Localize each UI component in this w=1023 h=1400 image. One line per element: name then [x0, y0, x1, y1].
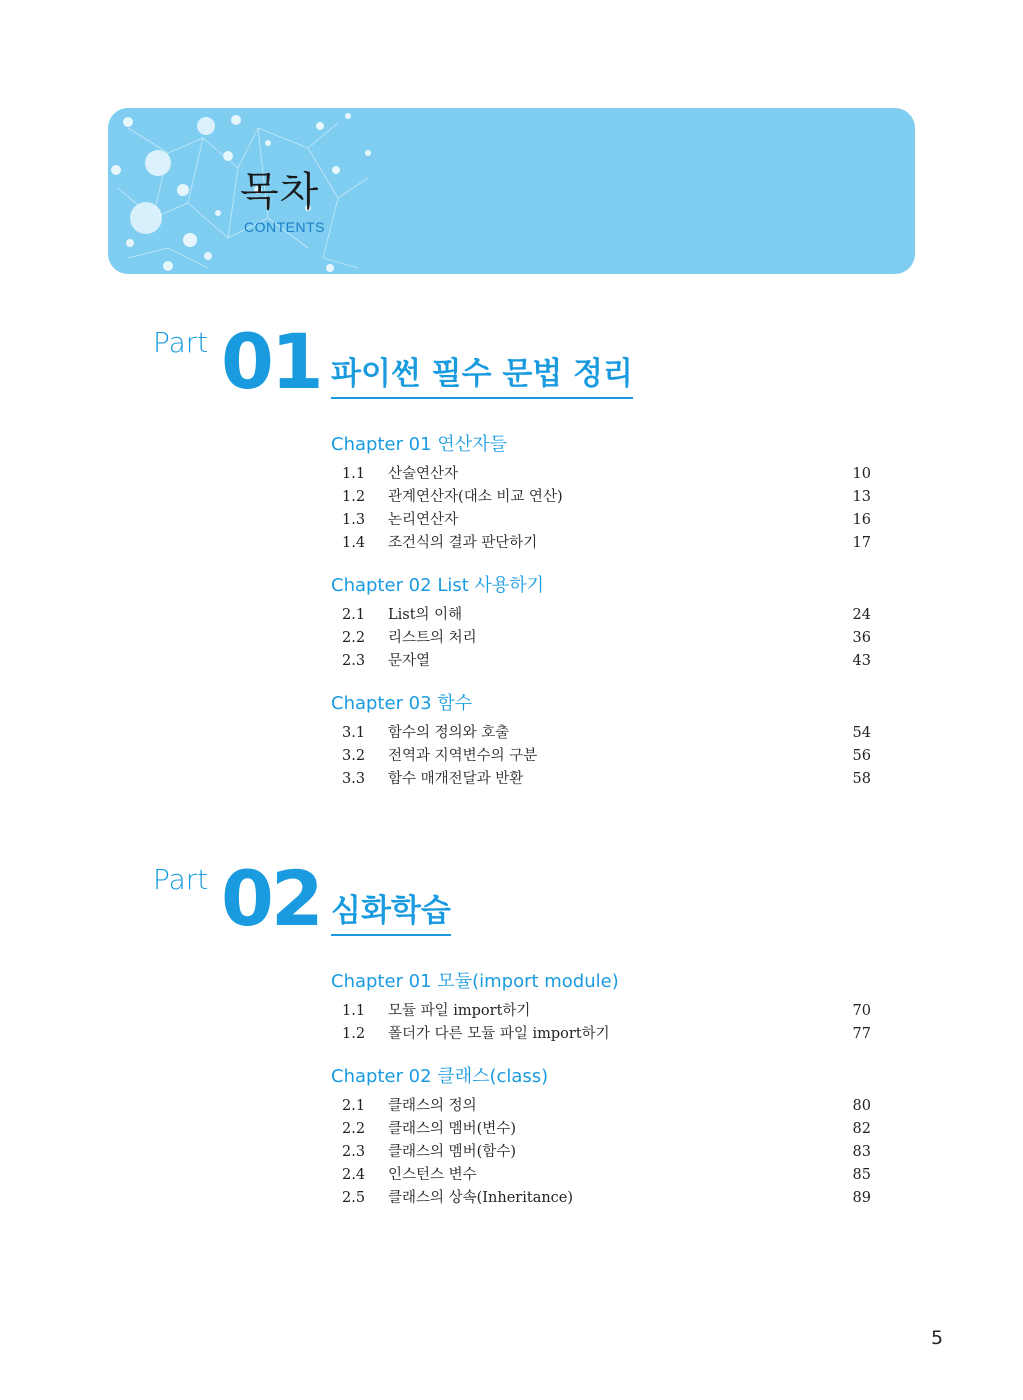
entry-page: 56	[852, 748, 871, 764]
entry-number: 1.1	[342, 1003, 366, 1019]
entry-title: 산술연산자	[388, 466, 459, 482]
toc-entry[interactable]	[331, 486, 871, 509]
toc-entry[interactable]	[331, 463, 871, 486]
entry-page: 16	[852, 512, 871, 528]
entry-page: 17	[852, 535, 871, 551]
entry-number: 3.1	[342, 725, 366, 741]
entry-page: 58	[852, 771, 871, 787]
entry-page: 80	[852, 1098, 871, 1114]
entry-page: 82	[852, 1121, 871, 1137]
toc-entry[interactable]	[331, 1000, 871, 1023]
toc-entry[interactable]	[331, 532, 871, 555]
part-number: 01	[221, 317, 321, 406]
page-number: 5	[931, 1327, 944, 1349]
toc-entry[interactable]	[331, 722, 871, 745]
entry-title: 전역과 지역변수의 구분	[388, 748, 538, 764]
toc-entry[interactable]	[331, 1187, 871, 1210]
entry-title: 클래스의 멤버(변수)	[388, 1121, 516, 1137]
entry-page: 85	[852, 1167, 871, 1183]
toc-entry[interactable]	[331, 604, 871, 627]
entry-number: 1.2	[342, 489, 366, 505]
toc-entry[interactable]	[331, 768, 871, 791]
part-title: 파이썬 필수 문법 정리	[331, 356, 633, 399]
entry-number: 3.2	[342, 748, 366, 764]
toc-entry[interactable]	[331, 509, 871, 532]
entry-title: 함수 매개전달과 반환	[388, 771, 524, 787]
entry-title: 클래스의 멤버(함수)	[388, 1144, 516, 1160]
entry-number: 2.2	[342, 1121, 366, 1137]
chapter-block	[331, 430, 871, 555]
entry-page: 10	[852, 466, 871, 482]
entry-number: 2.4	[342, 1167, 366, 1183]
entry-page: 70	[852, 1003, 871, 1019]
entry-number: 2.2	[342, 630, 366, 646]
chapter-block	[331, 1062, 871, 1210]
entry-number: 2.1	[342, 607, 366, 623]
entry-title: 조건식의 결과 판단하기	[388, 535, 538, 551]
entry-number: 1.1	[342, 466, 366, 482]
entry-page: 89	[852, 1190, 871, 1206]
entry-title: 관계연산자(대소 비교 연산)	[388, 489, 563, 505]
entry-title: 클래스의 정의	[388, 1098, 477, 1114]
entry-page: 83	[852, 1144, 871, 1160]
entry-page: 54	[852, 725, 871, 741]
entry-number: 1.4	[342, 535, 366, 551]
toc-entry[interactable]	[331, 1141, 871, 1164]
page-subtitle: CONTENTS	[244, 219, 325, 235]
part-label: Part	[153, 863, 209, 896]
chapter-block	[331, 689, 871, 791]
entry-page: 36	[852, 630, 871, 646]
entry-title: 함수의 정의와 호출	[388, 725, 510, 741]
entry-title: 리스트의 처리	[388, 630, 477, 646]
toc-entry[interactable]	[331, 1095, 871, 1118]
chapter-block	[331, 571, 871, 673]
chapter-title[interactable]: Chapter 03 함수	[331, 693, 473, 714]
entry-title: List의 이해	[388, 607, 463, 623]
part-number: 02	[221, 854, 321, 943]
entry-page: 24	[852, 607, 871, 623]
toc-entry[interactable]	[331, 1023, 871, 1046]
toc-entry[interactable]	[331, 1118, 871, 1141]
entry-title: 클래스의 상속(Inheritance)	[388, 1190, 574, 1206]
entry-number: 2.3	[342, 653, 366, 669]
toc-entry[interactable]	[331, 627, 871, 650]
entry-number: 2.1	[342, 1098, 366, 1114]
entry-page: 13	[852, 489, 871, 505]
toc-entry[interactable]	[331, 745, 871, 768]
chapter-title[interactable]: Chapter 01 모듈(import module)	[331, 971, 619, 992]
entry-number: 3.3	[342, 771, 366, 787]
chapter-title[interactable]: Chapter 02 클래스(class)	[331, 1066, 549, 1087]
entry-title: 모듈 파일 import하기	[388, 1003, 531, 1019]
entry-title: 인스턴스 변수	[388, 1167, 477, 1183]
network-dots-decoration	[108, 108, 915, 274]
entry-number: 1.2	[342, 1026, 366, 1042]
entry-title: 폴더가 다른 모듈 파일 import하기	[388, 1026, 610, 1042]
chapter-title[interactable]: Chapter 01 연산자들	[331, 434, 507, 455]
entry-number: 2.5	[342, 1190, 366, 1206]
chapter-block	[331, 967, 871, 1046]
page-title: 목차	[240, 169, 320, 215]
part-title: 심화학습	[331, 893, 451, 936]
entry-page: 43	[852, 653, 871, 669]
entry-number: 2.3	[342, 1144, 366, 1160]
entry-number: 1.3	[342, 512, 366, 528]
chapter-title[interactable]: Chapter 02 List 사용하기	[331, 575, 545, 596]
entry-title: 논리연산자	[388, 512, 459, 528]
entry-title: 문자열	[388, 653, 431, 669]
entry-page: 77	[852, 1026, 871, 1042]
part-label: Part	[153, 326, 209, 359]
contents-banner	[108, 108, 915, 274]
toc-entry[interactable]	[331, 1164, 871, 1187]
toc-entry[interactable]	[331, 650, 871, 673]
